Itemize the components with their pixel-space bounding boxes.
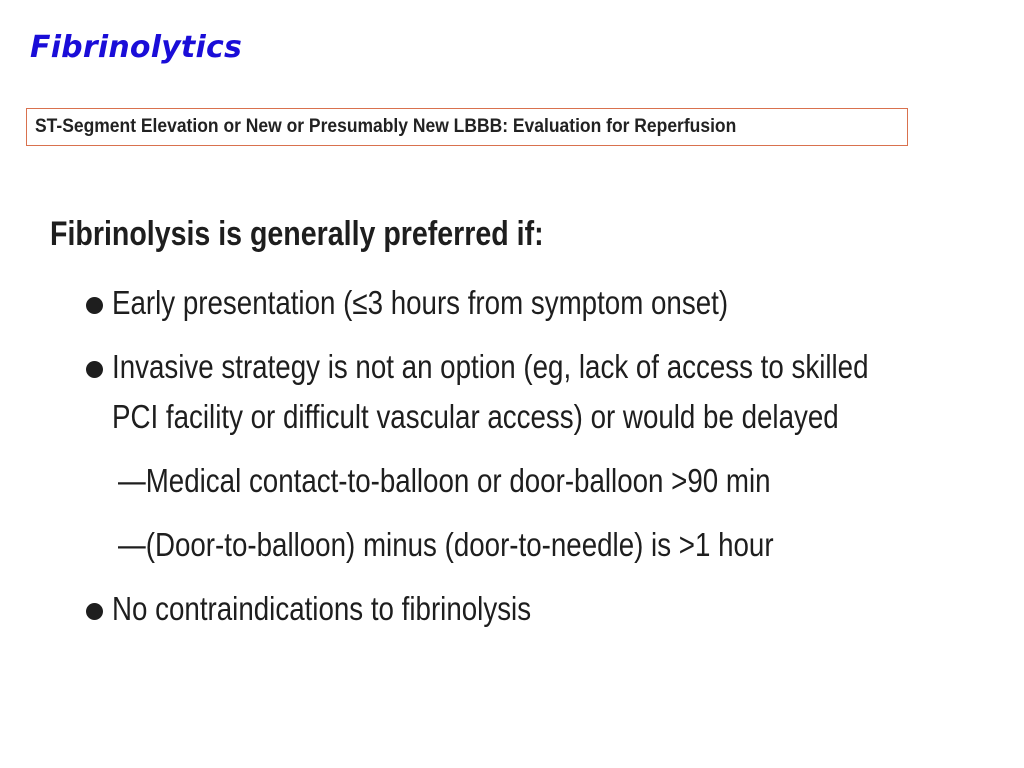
bullet-dot-icon [86, 297, 103, 314]
header-box-text: ST-Segment Elevation or New or Presumably New LBBB: Evaluation for Reperfusion [35, 116, 737, 137]
bullet-dot-icon [86, 603, 103, 620]
sub-item [50, 520, 980, 570]
slide-title: Fibrinolytics [30, 30, 242, 65]
bullet-item [50, 278, 980, 328]
bullet-item [50, 584, 980, 634]
sub-item-text: —Medical contact-to-balloon or door-balloon >90 min [118, 462, 771, 499]
sub-item-text: —(Door-to-balloon) minus (door-to-needle) is >1 hour [118, 526, 774, 563]
sub-item [50, 456, 980, 506]
bullet-text-continued: PCI facility or difficult vascular access) or would be delayed [112, 398, 839, 435]
bullet-item [50, 342, 980, 442]
bullet-text: Invasive strategy is not an option (eg, lack of access to skilled [112, 348, 869, 385]
header-box [26, 108, 908, 146]
bullet-dot-icon [86, 361, 103, 378]
lead-heading: Fibrinolysis is generally preferred if: [50, 215, 544, 253]
bullet-text: Early presentation (≤3 hours from symptom onset) [112, 284, 729, 321]
bullet-text: No contraindications to fibrinolysis [112, 590, 532, 627]
content-panel [50, 210, 980, 648]
